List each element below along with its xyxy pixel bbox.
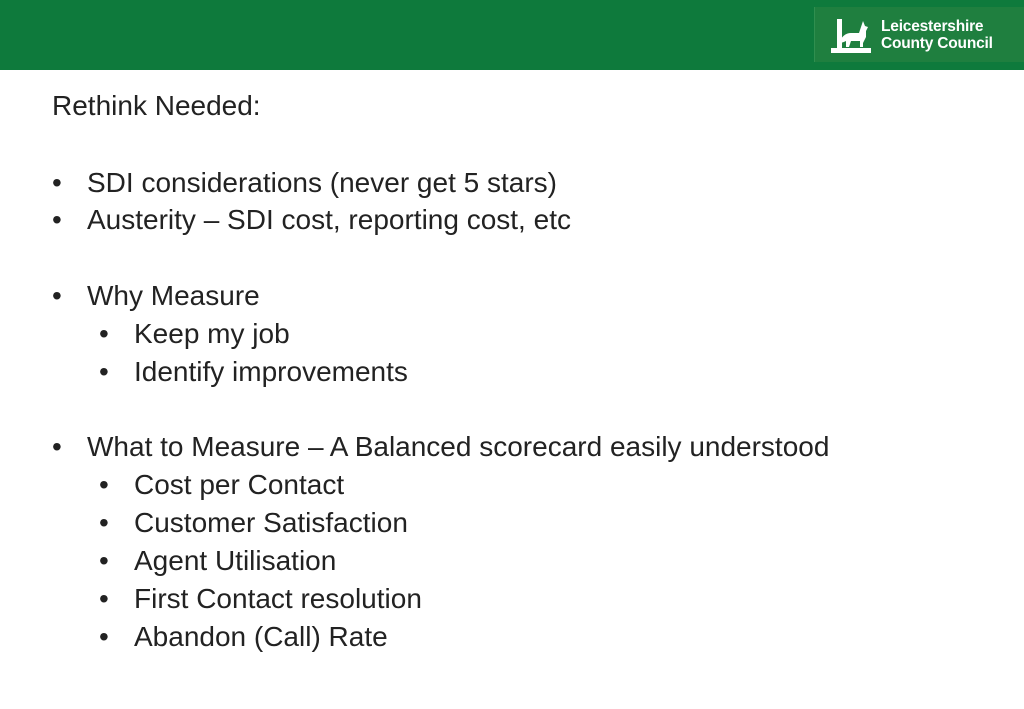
bullet-text: Identify improvements	[134, 356, 408, 387]
bullet-glyph: •	[99, 545, 109, 576]
logo-line-1: Leicestershire	[881, 17, 984, 35]
bullet-text: SDI considerations (never get 5 stars)	[87, 167, 557, 198]
bullet-glyph: •	[52, 204, 62, 235]
bullet-glyph: •	[99, 318, 109, 349]
bullet-text: Keep my job	[134, 318, 290, 349]
bullet-text: Cost per Contact	[134, 469, 345, 500]
bullet-glyph: •	[52, 280, 62, 311]
bullet-text: Agent Utilisation	[134, 545, 337, 576]
bullet-text: What to Measure – A Balanced scorecard easily understood	[87, 431, 830, 462]
bullet-text: First Contact resolution	[134, 583, 422, 614]
bullet-glyph: •	[99, 507, 109, 538]
slide-heading: Rethink Needed:	[52, 90, 261, 121]
bullet-glyph: •	[99, 621, 109, 652]
bullet-glyph: •	[99, 583, 109, 614]
bullet-text: Austerity – SDI cost, reporting cost, etc	[87, 204, 571, 235]
bullet-glyph: •	[99, 469, 109, 500]
bullet-glyph: •	[99, 356, 109, 387]
bullet-glyph: •	[52, 167, 62, 198]
bullet-text: Customer Satisfaction	[134, 507, 408, 538]
bullet-glyph: •	[52, 431, 62, 462]
bullet-text: Why Measure	[87, 280, 260, 311]
logo-line-2: County Council	[881, 34, 993, 52]
bullet-text: Abandon (Call) Rate	[134, 621, 388, 652]
